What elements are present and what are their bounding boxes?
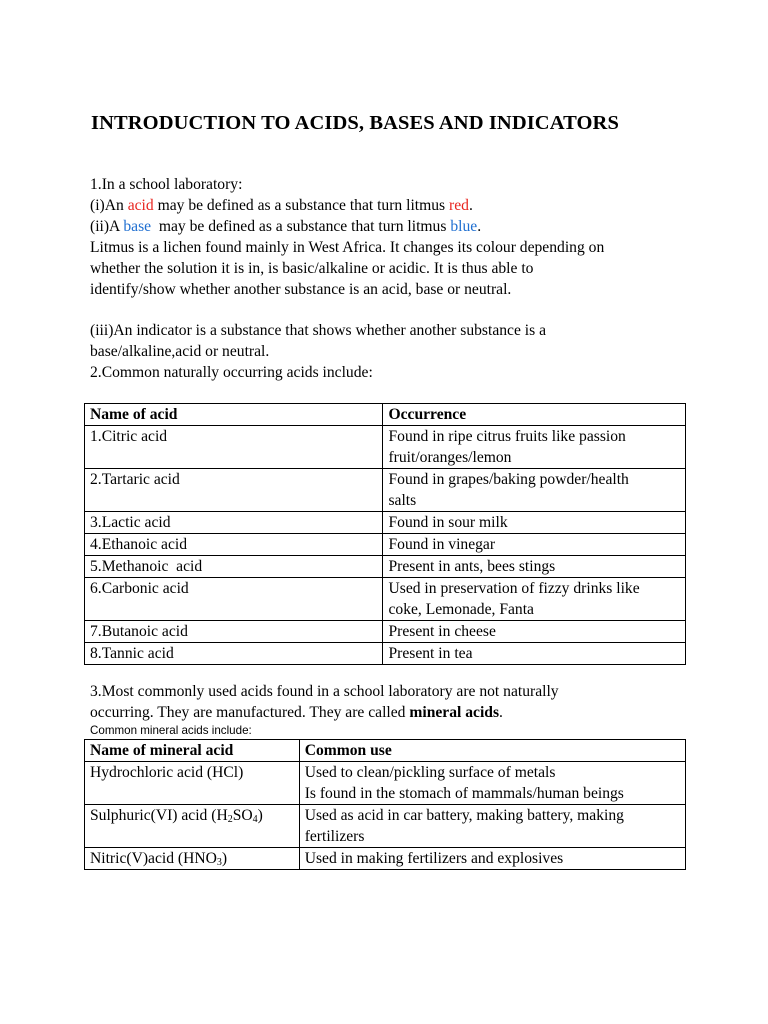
section3-line-2-suffix: . (499, 704, 503, 721)
indicator-line-2: base/alkaline,acid or neutral. (90, 343, 270, 360)
use-line: Is found in the stomach of mammals/human beings (304, 785, 624, 802)
base-definition-prefix: (ii)A (90, 218, 124, 235)
acid-name: 4.Ethanoic acid (85, 534, 383, 556)
occurrence-line: fruit/oranges/lemon (388, 449, 512, 466)
table-row (85, 848, 686, 870)
table-row (85, 621, 686, 643)
table-row (85, 762, 686, 805)
table-row (85, 805, 686, 848)
section1-heading: 1.In a school laboratory: (90, 176, 243, 193)
table-row (85, 556, 686, 578)
use-line: Used as acid in car battery, making battery, making (304, 807, 624, 824)
base-keyword: base (123, 218, 152, 235)
natural-acids-table (84, 403, 686, 665)
formula-text: Sulphuric(VI) acid (H (90, 807, 228, 824)
acid-definition-suffix: . (468, 197, 473, 214)
litmus-line-1: Litmus is a lichen found mainly in West Africa. It changes its colour depending on (90, 239, 605, 256)
formula-text: ) (257, 807, 263, 824)
acid-name: 1.Citric acid (85, 426, 383, 469)
acid-name: 8.Tannic acid (85, 643, 383, 665)
acid-occurrence (383, 469, 686, 512)
table-header-row (85, 740, 686, 762)
blue-word: blue (450, 218, 478, 235)
acid-name: 2.Tartaric acid (85, 469, 383, 512)
section3-line-2-text: occurring. They are manufactured. They are called (90, 704, 410, 721)
table-row (85, 426, 686, 469)
formula-subscript: 3 (216, 857, 222, 868)
mineral-acid-use: Used in making fertilizers and explosives (299, 848, 685, 870)
acid-definition-text: may be defined as a substance that turn litmus (153, 197, 450, 214)
table-header-row (85, 404, 686, 426)
base-definition-text: may be defined as a substance that turn litmus (151, 218, 451, 235)
acid-definition (90, 195, 473, 216)
acid-occurrence: Found in sour milk (383, 512, 686, 534)
occurrence-line: salts (388, 492, 417, 509)
acid-occurrence (383, 578, 686, 621)
mineral-acids-note: Common mineral acids include: (90, 724, 252, 737)
table-row (85, 643, 686, 665)
acid-name: 7.Butanoic acid (85, 621, 383, 643)
table-row (85, 512, 686, 534)
acid-occurrence: Present in tea (383, 643, 686, 665)
column-header-name: Name of acid (85, 404, 383, 426)
formula-text: SO (232, 807, 253, 824)
formula-text: ) (221, 850, 228, 867)
column-header-occurrence: Occurrence (383, 404, 686, 426)
occurrence-line: Found in grapes/baking powder/health (388, 471, 629, 488)
table-row (85, 578, 686, 621)
mineral-acid-use (299, 762, 685, 805)
formula-subscript: 2 (227, 814, 233, 825)
occurrence-line: coke, Lemonade, Fanta (388, 601, 534, 618)
acid-occurrence: Found in vinegar (383, 534, 686, 556)
acid-keyword: acid (127, 197, 154, 214)
acid-definition-prefix: (i)An (90, 197, 128, 214)
table-row (85, 469, 686, 512)
section3-line-1: 3.Most commonly used acids found in a school laboratory are not naturally (90, 683, 559, 700)
red-word: red (449, 197, 469, 214)
use-line: fertilizers (304, 828, 365, 845)
indicator-line-1: (iii)An indicator is a substance that shows whether another substance is a (90, 322, 546, 339)
base-definition-suffix: . (477, 218, 482, 235)
base-definition (90, 216, 481, 237)
mineral-acids-term: mineral acids (409, 704, 500, 721)
acid-name: 3.Lactic acid (85, 512, 383, 534)
column-header-mineral-acid: Name of mineral acid (85, 740, 300, 762)
section3-line-2 (90, 702, 503, 723)
table-row (85, 534, 686, 556)
acid-occurrence: Present in ants, bees stings (383, 556, 686, 578)
column-header-common-use: Common use (299, 740, 685, 762)
mineral-acids-table (84, 739, 686, 870)
acid-occurrence (383, 426, 686, 469)
acid-name: 5.Methanoic acid (85, 556, 383, 578)
occurrence-line: Found in ripe citrus fruits like passion (388, 428, 626, 445)
acid-name: 6.Carbonic acid (85, 578, 383, 621)
mineral-acid-name (85, 805, 300, 848)
occurrence-line: Used in preservation of fizzy drinks like (388, 580, 640, 597)
page-title: INTRODUCTION TO ACIDS, BASES AND INDICATORS (91, 112, 619, 134)
formula-subscript: 4 (252, 814, 258, 825)
mineral-acid-name (85, 848, 300, 870)
mineral-acid-name: Hydrochloric acid (HCl) (85, 762, 300, 805)
litmus-line-2: whether the solution it is in, is basic/alkaline or acidic. It is thus able to (90, 260, 534, 277)
mineral-acid-use (299, 805, 685, 848)
litmus-line-3: identify/show whether another substance is an acid, base or neutral. (90, 281, 512, 298)
use-line: Used to clean/pickling surface of metals (304, 764, 556, 781)
formula-text: Nitric(V)acid (HNO (90, 850, 217, 867)
acid-occurrence: Present in cheese (383, 621, 686, 643)
section2-heading: 2.Common naturally occurring acids include: (90, 364, 373, 381)
